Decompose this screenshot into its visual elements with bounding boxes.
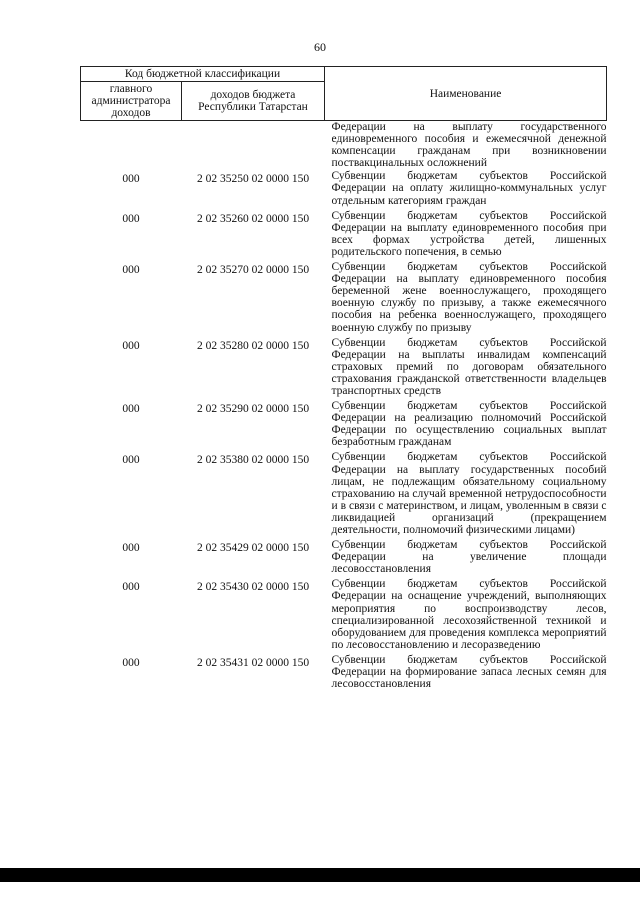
- table-row: [81, 539, 607, 578]
- continuation-row: [81, 121, 607, 171]
- budget-classification-table: [80, 66, 606, 693]
- classification-table: [80, 66, 607, 693]
- table-row: [81, 400, 607, 451]
- table-row: [81, 210, 607, 261]
- table-row: [81, 451, 607, 539]
- row-admin-code: 000: [122, 454, 140, 467]
- row-name: Субвенции бюджетам субъектов Российской Федерации на реализацию полномочий Российской Федерации по осуществлению социальных выплат безработным гражданам: [331, 400, 607, 449]
- row-income-code: 2 02 35270 02 0000 150: [196, 264, 310, 277]
- header-income: доходов бюджета Республики Татарстан: [182, 82, 325, 121]
- header-admin: главного администратора доходов: [81, 82, 182, 121]
- row-income-code: 2 02 35380 02 0000 150: [196, 454, 310, 467]
- table-row: [81, 170, 607, 209]
- row-income-code: 2 02 35250 02 0000 150: [196, 173, 310, 186]
- row-name: Субвенции бюджетам субъектов Российской Федерации на оплату жилищно-коммунальных услуг отдельным категориям граждан: [331, 170, 607, 207]
- table-header: [81, 67, 607, 121]
- row-admin-code: 000: [122, 264, 140, 277]
- row-admin-code: 000: [122, 212, 140, 225]
- row-name: Субвенции бюджетам субъектов Российской Федерации на выплату единовременного пособия при всех формах устройства детей, лишенных родительского попечения, в семью: [331, 209, 607, 258]
- row-admin-code: 000: [122, 656, 140, 669]
- page-number: 60: [314, 40, 326, 54]
- row-income-code: 2 02 35280 02 0000 150: [196, 339, 310, 352]
- scan-bottom-bar: [0, 868, 640, 882]
- table-row: [81, 654, 607, 693]
- row-income-code: 2 02 35431 02 0000 150: [196, 656, 310, 669]
- row-name: Субвенции бюджетам субъектов Российской Федерации на формирование запаса лесных семян для лесовосстановления: [331, 653, 607, 691]
- header-code-group: Код бюджетной классификации: [81, 67, 325, 82]
- continuation-text: Федерации на выплату государственного единовременного пособия и ежемесячной денежной компенсации гражданам при возникновении поствакцинальных осложнений: [331, 121, 607, 170]
- row-income-code: 2 02 35290 02 0000 150: [196, 403, 310, 416]
- table-row: [81, 337, 607, 400]
- continuation-admin: [81, 121, 182, 171]
- row-income-code: 2 02 35260 02 0000 150: [196, 212, 310, 225]
- table-row: [81, 261, 607, 337]
- row-name: Субвенции бюджетам субъектов Российской Федерации на выплаты инвалидам компенсаций страховых премий по договорам обязательного страхования гражданской ответственности владельцев транспортных средств: [331, 336, 607, 397]
- row-admin-code: 000: [122, 542, 140, 555]
- row-name: Субвенции бюджетам субъектов Российской Федерации на увеличение площади лесовосстановления: [331, 539, 607, 576]
- row-admin-code: 000: [122, 339, 140, 352]
- row-name: Субвенции бюджетам субъектов Российской Федерации на оснащение учреждений, выполняющих мероприятия по воспроизводству лесов, специализированной лесохозяйственной техникой и оборудованием для проведения комплекса мероприятий по лесовосстановлению и лесоразведению: [331, 578, 607, 651]
- row-admin-code: 000: [122, 581, 140, 594]
- row-name: Субвенции бюджетам субъектов Российской Федерации на выплату единовременного пособия беременной жене военнослужащего, проходящего военную службу по призыву, а также ежемесячного пособия на ребенка военнослужащего, проходящего военную службу по призыву: [331, 261, 607, 334]
- row-admin-code: 000: [122, 173, 140, 186]
- row-name: Субвенции бюджетам субъектов Российской Федерации на выплату государственных пособий лицам, не подлежащим обязательному социальному страхованию на случай временной нетрудоспособности и в связи с материнством, и лицам, уволенным в связи с ликвидацией организаций (прекращением деятельности, полномочий физическими лицами): [331, 451, 607, 536]
- row-income-code: 2 02 35430 02 0000 150: [196, 581, 310, 594]
- header-name: Наименование: [325, 67, 607, 121]
- row-income-code: 2 02 35429 02 0000 150: [196, 542, 310, 555]
- continuation-code: [182, 121, 325, 171]
- table-body: [81, 121, 607, 694]
- row-admin-code: 000: [122, 403, 140, 416]
- table-row: [81, 578, 607, 654]
